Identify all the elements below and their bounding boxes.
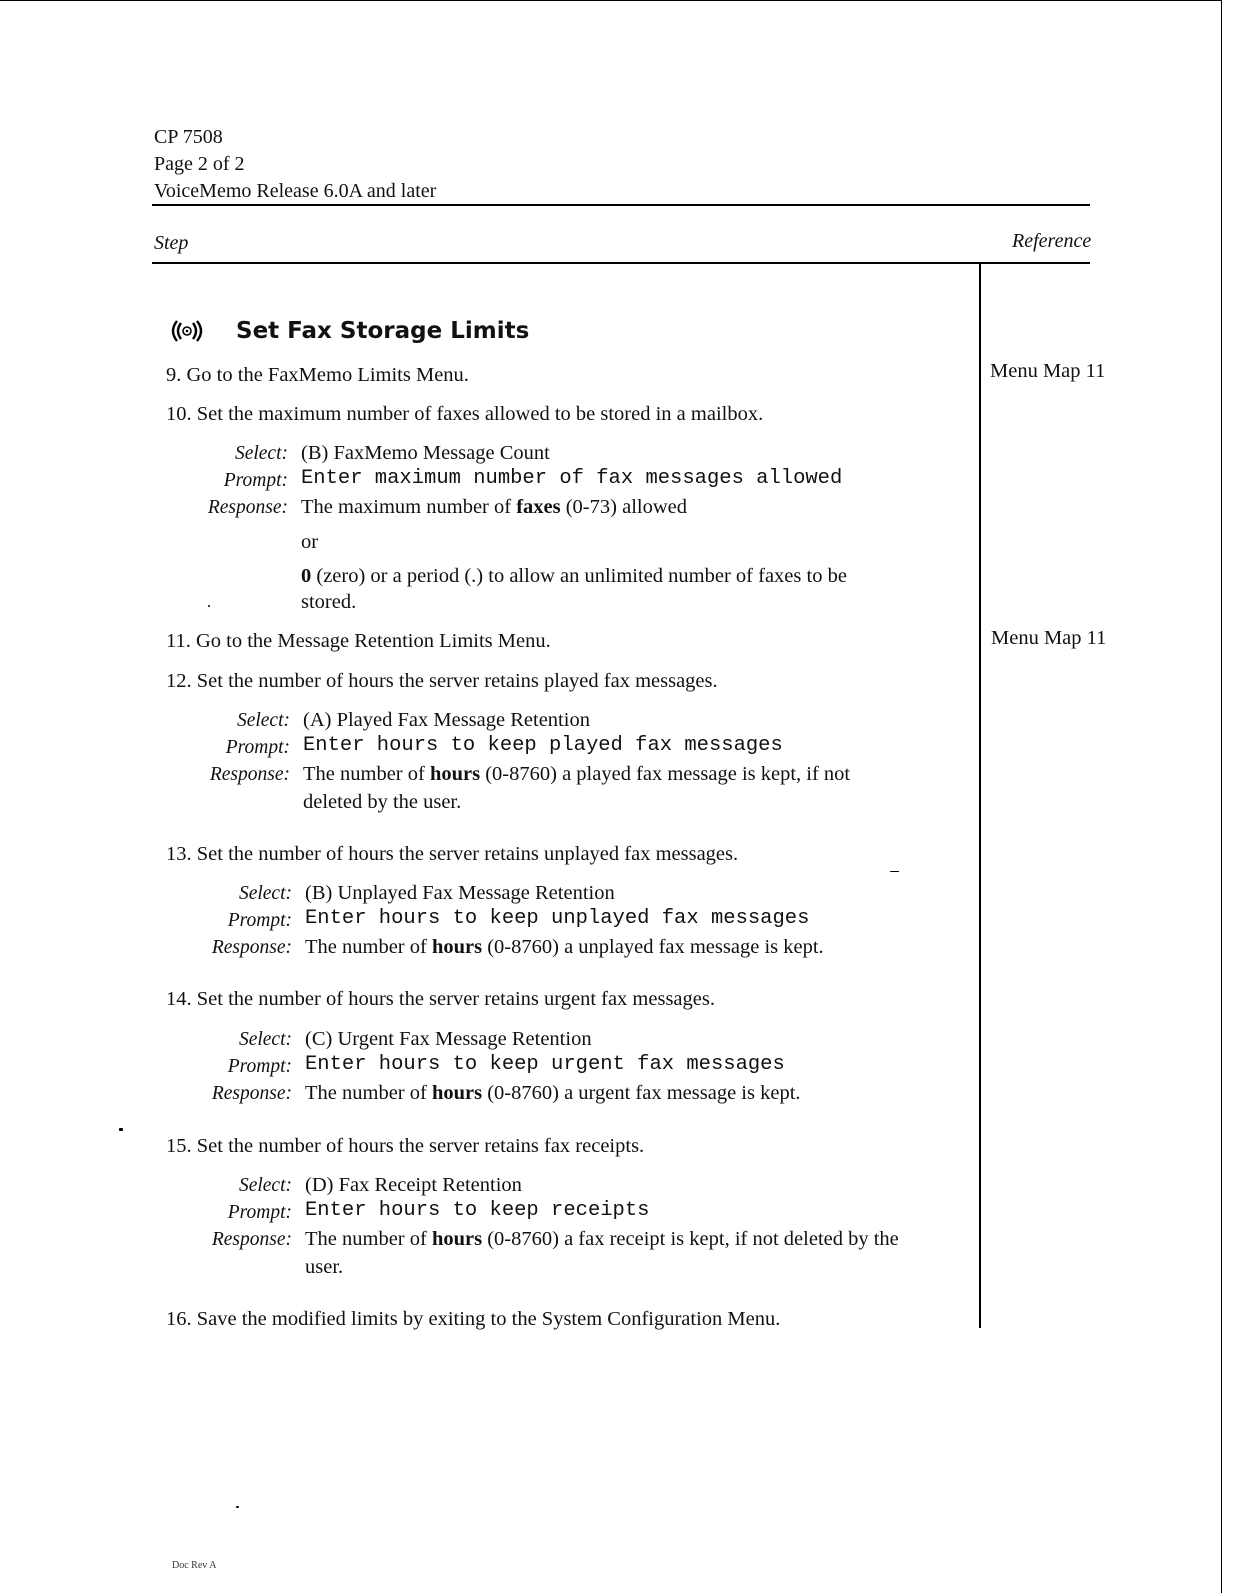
release-info: VoiceMemo Release 6.0A and later bbox=[154, 180, 437, 202]
section-title: Set Fax Storage Limits bbox=[236, 318, 530, 344]
select-label: Select: bbox=[238, 1029, 292, 1050]
step-15: 15. Set the number of hours the server retains fax receipts. bbox=[166, 1135, 645, 1157]
step-10-or: or bbox=[301, 531, 319, 553]
prompt-label: Prompt: bbox=[227, 910, 292, 931]
reference-divider bbox=[979, 262, 981, 1328]
step-13: 13. Set the number of hours the server retains unplayed fax messages. bbox=[166, 843, 739, 865]
reference-menu-map-step-9: Menu Map 11 bbox=[990, 360, 1106, 382]
header-rule bbox=[152, 204, 1090, 206]
scan-speck bbox=[236, 1506, 239, 1508]
select-label: Select: bbox=[238, 1175, 292, 1196]
step-13-prompt: Enter hours to keep unplayed fax messages bbox=[305, 907, 810, 930]
step-column-label: Step bbox=[154, 232, 189, 254]
response-label: Response: bbox=[209, 764, 290, 785]
response-label: Response: bbox=[211, 1229, 292, 1250]
scan-speck bbox=[208, 605, 210, 607]
select-label: Select: bbox=[236, 710, 290, 731]
reference-column-label: Reference bbox=[1012, 230, 1092, 252]
prompt-label: Prompt: bbox=[227, 1202, 292, 1223]
page-number: Page 2 of 2 bbox=[154, 153, 245, 175]
step-12-select: (A) Played Fax Message Retention bbox=[303, 709, 590, 731]
step-14-select: (C) Urgent Fax Message Retention bbox=[305, 1028, 592, 1050]
step-10-alternative-cont: stored. bbox=[301, 591, 357, 613]
step-12-prompt: Enter hours to keep played fax messages bbox=[303, 734, 783, 757]
step-10-select: (B) FaxMemo Message Count bbox=[301, 442, 550, 464]
prompt-label: Prompt: bbox=[225, 737, 290, 758]
fax-symbol-icon bbox=[168, 318, 206, 344]
column-header-rule bbox=[152, 262, 1090, 264]
step-14: 14. Set the number of hours the server retains urgent fax messages. bbox=[166, 988, 715, 1010]
step-12-response: The number of hours (0-8760) a played fax message is kept, if not bbox=[303, 763, 851, 785]
section-heading bbox=[168, 318, 529, 344]
step-15-select: (D) Fax Receipt Retention bbox=[305, 1174, 522, 1196]
step-15-prompt: Enter hours to keep receipts bbox=[305, 1199, 650, 1222]
step-16: 16. Save the modified limits by exiting to the System Configuration Menu. bbox=[166, 1308, 781, 1330]
step-10-response: The maximum number of faxes (0-73) allowed bbox=[301, 496, 687, 518]
footer-revision: Doc Rev A bbox=[172, 1560, 217, 1571]
step-13-response: The number of hours (0-8760) a unplayed fax message is kept. bbox=[305, 936, 824, 958]
prompt-label: Prompt: bbox=[223, 470, 288, 491]
scan-speck bbox=[890, 871, 899, 872]
response-label: Response: bbox=[211, 1083, 292, 1104]
step-12-response-cont: deleted by the user. bbox=[303, 791, 462, 813]
reference-menu-map-step-11: Menu Map 11 bbox=[991, 627, 1107, 649]
scan-speck bbox=[119, 1128, 123, 1131]
step-10-prompt: Enter maximum number of fax messages allowed bbox=[301, 467, 843, 490]
step-14-response: The number of hours (0-8760) a urgent fax message is kept. bbox=[305, 1082, 801, 1104]
step-13-select: (B) Unplayed Fax Message Retention bbox=[305, 882, 615, 904]
prompt-label: Prompt: bbox=[227, 1056, 292, 1077]
select-label: Select: bbox=[238, 883, 292, 904]
response-label: Response: bbox=[207, 497, 288, 518]
step-10: 10. Set the maximum number of faxes allowed to be stored in a mailbox. bbox=[166, 403, 764, 425]
doc-id: CP 7508 bbox=[154, 126, 223, 148]
step-15-response-cont: user. bbox=[305, 1256, 344, 1278]
step-10-alternative: 0 (zero) or a period (.) to allow an unlimited number of faxes to be bbox=[301, 565, 847, 587]
select-label: Select: bbox=[234, 443, 288, 464]
step-15-response: The number of hours (0-8760) a fax receipt is kept, if not deleted by the bbox=[305, 1228, 899, 1250]
step-9: 9. Go to the FaxMemo Limits Menu. bbox=[166, 364, 469, 386]
step-14-prompt: Enter hours to keep urgent fax messages bbox=[305, 1053, 785, 1076]
step-11: 11. Go to the Message Retention Limits Menu. bbox=[166, 630, 551, 652]
response-label: Response: bbox=[211, 937, 292, 958]
step-12: 12. Set the number of hours the server retains played fax messages. bbox=[166, 670, 718, 692]
